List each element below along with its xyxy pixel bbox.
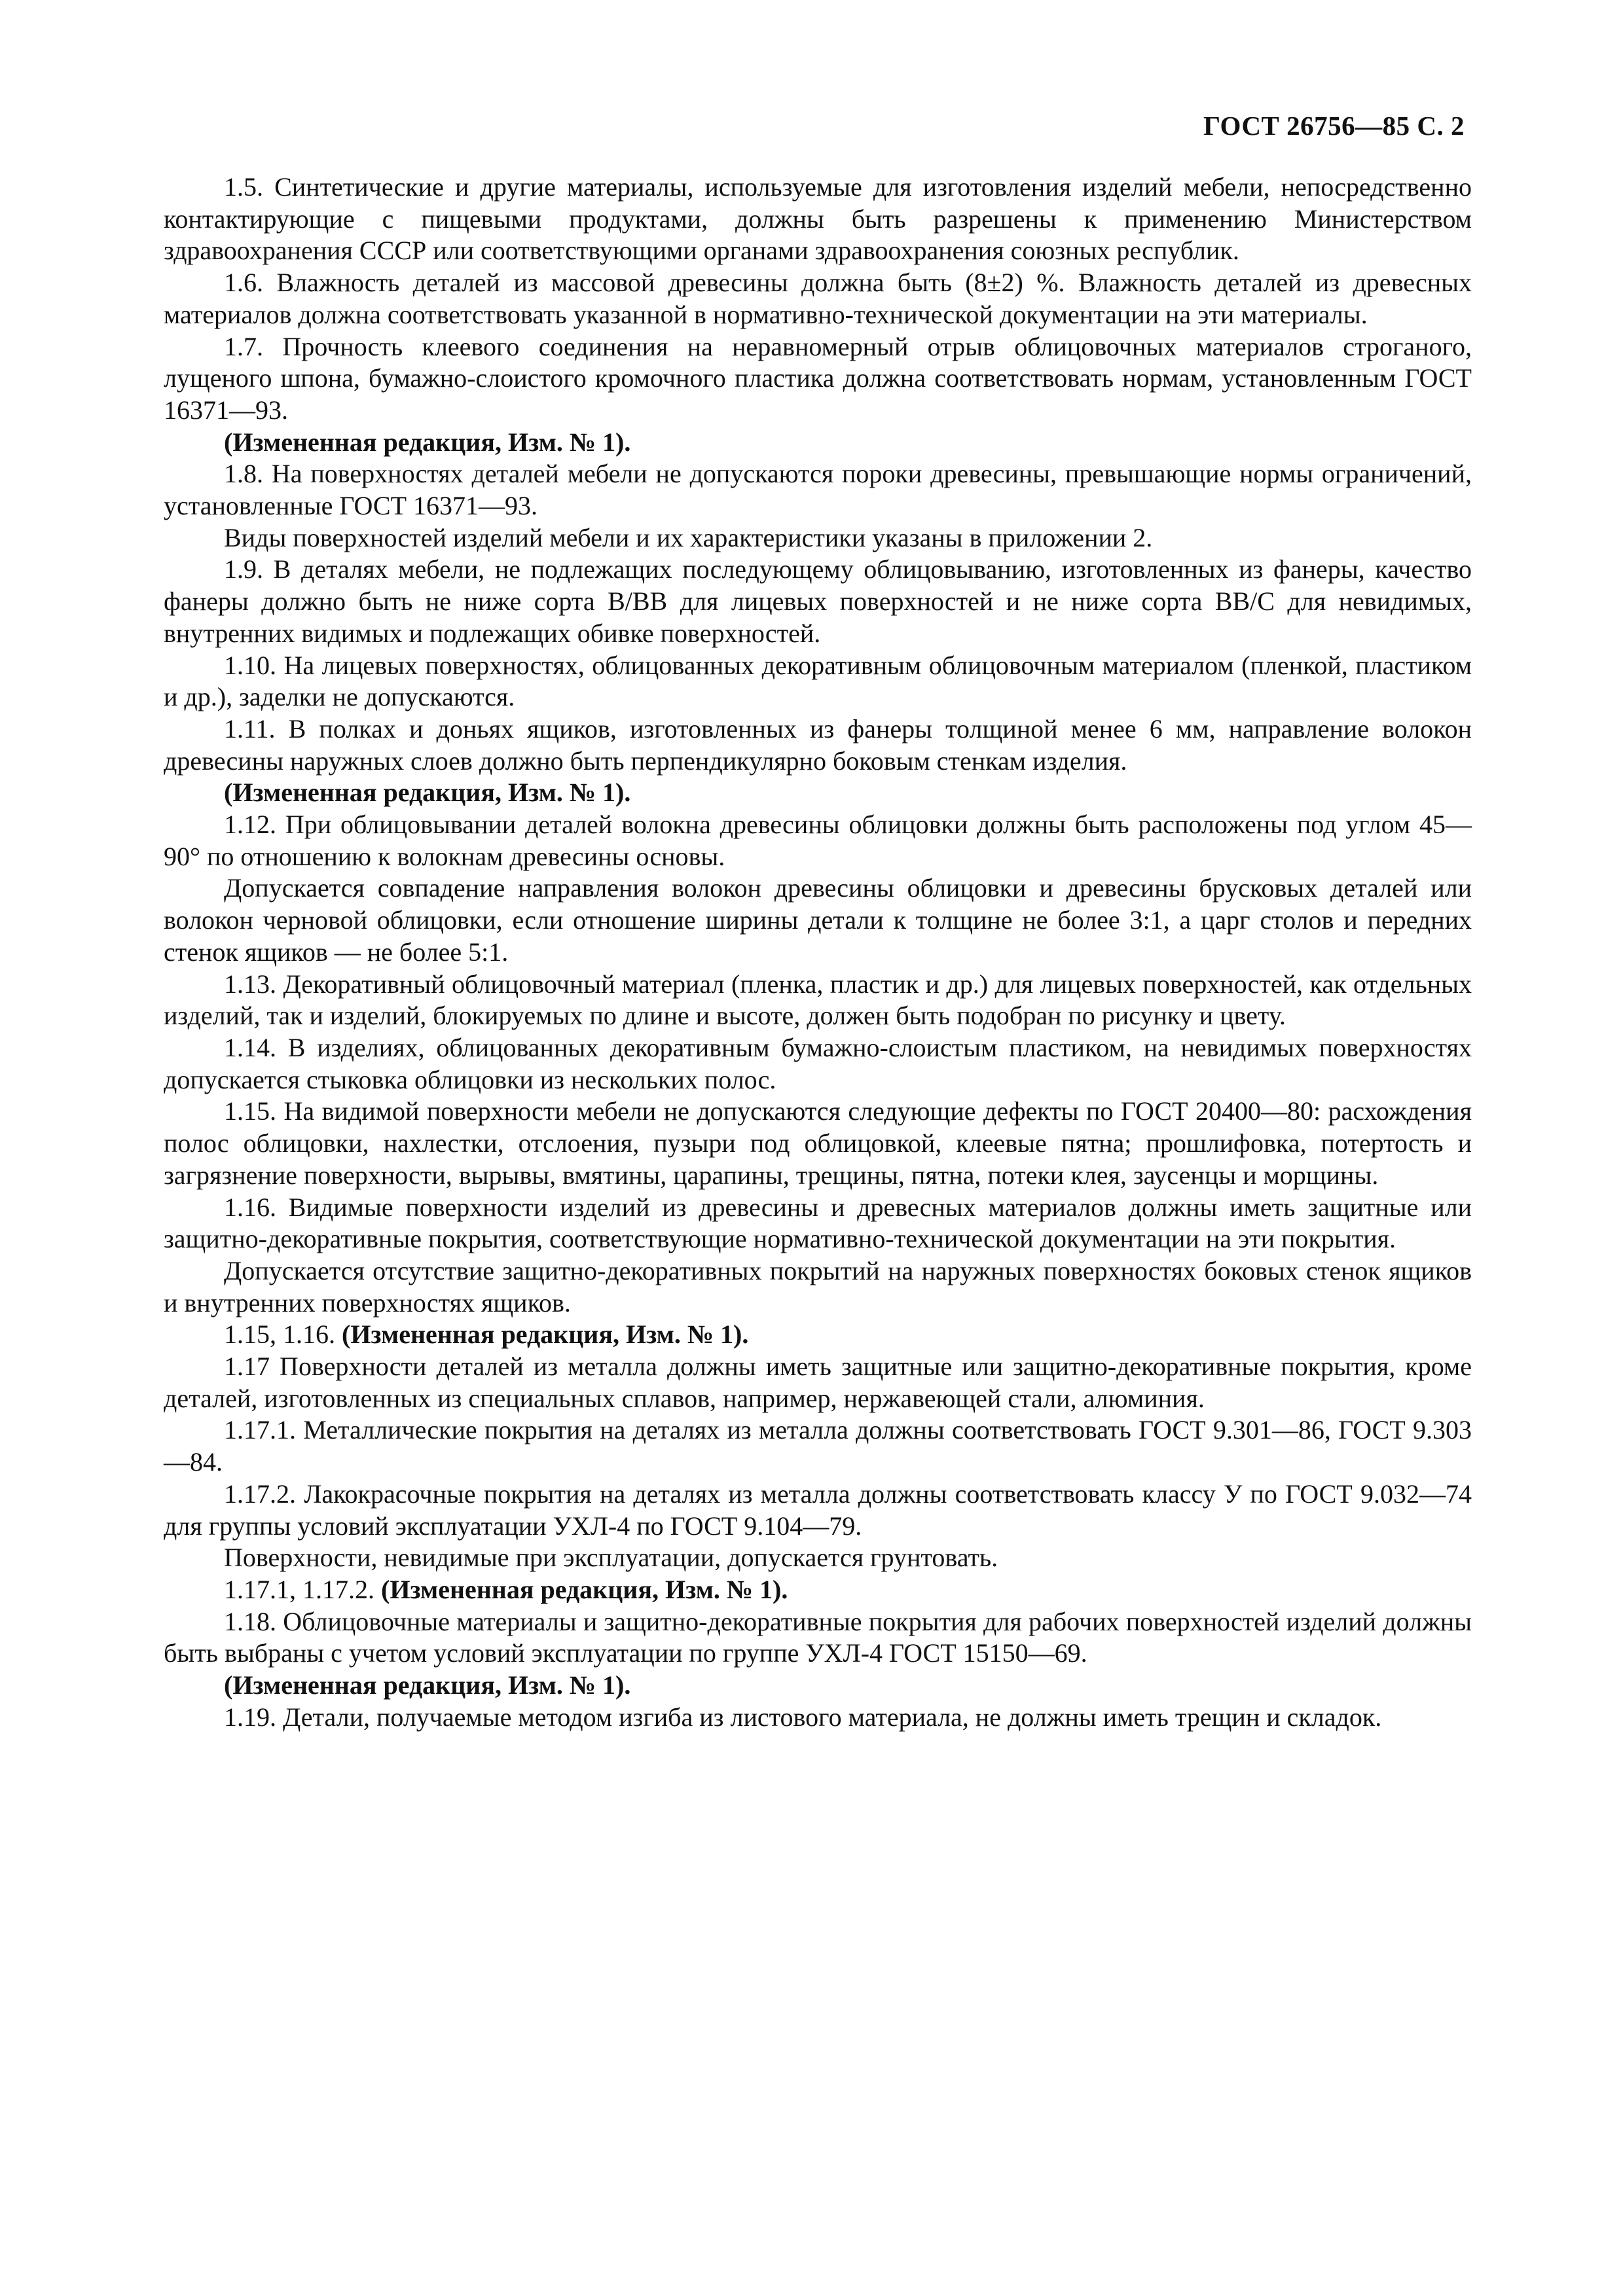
paragraph-1-6: 1.6. Влажность деталей из массовой древесины должна быть (8±2) %. Влажность деталей из древесных материалов должна соответствовать указанной в нормативно-технической документации на эти материалы. (164, 268, 1472, 329)
paragraph-1-18: 1.18. Облицовочные материалы и защитно-декоративные покрытия для рабочих поверхностей изделий должны быть выбраны с учетом условий эксплуатации по группе УХЛ-4 ГОСТ 15150—69. (164, 1606, 1472, 1668)
paragraph-1-13: 1.13. Декоративный облицовочный материал (пленка, пластик и др.) для лицевых поверхностей, как отдельных изделий, так и изделий, блокируемых по длине и высоте, должен быть подобран по рисунку и цвету. (164, 969, 1472, 1031)
amendment-note: (Измененная редакция, Изм. № 1). (224, 427, 631, 457)
paragraph-1-15: 1.15. На видимой поверхности мебели не допускаются следующие дефекты по ГОСТ 20400—80: расхождения полос облицовки, нахлестки, отслоения, пузыри под облицовкой, клеевые пятна; прошлифовка, потертость и загрязнение поверхности, вырывы, вмятины, царапины, трещины, пятна, потеки клея, заусенцы и морщины. (164, 1096, 1472, 1190)
paragraph-1-16: 1.16. Видимые поверхности изделий из древесины и древесных материалов должны иметь защитные или защитно-декоративные покрытия, соответствующие нормативно-технической документации на эти покрытия. (164, 1192, 1472, 1254)
paragraph-1-9: 1.9. В деталях мебели, не подлежащих последующему облицовыванию, изготовленных из фанеры, качество фанеры должно быть не ниже сорта В/ВВ для лицевых поверхностей и не ниже сорта ВВ/С для невидимых, внутренних видимых и подлежащих обивке поверхностей. (164, 554, 1472, 648)
amendment-note: (Измененная редакция, Изм. № 1). (342, 1319, 749, 1350)
paragraph-surface-types: Виды поверхностей изделий мебели и их характеристики указаны в приложении 2. (224, 522, 1153, 552)
paragraph-1-8: 1.8. На поверхностях деталей мебели не допускаются пороки древесины, превышающие нормы ограничений, установленные ГОСТ 16371—93. (164, 459, 1472, 521)
amendment-prefix: 1.17.1, 1.17.2. (224, 1574, 381, 1604)
paragraph-fiber-direction: Допускается совпадение направления волокон древесины облицовки и древесины брусковых деталей или волокон черновой облицовки, если отношение ширины детали к толщине не более 3:1, а царг столов и передних стенок ящиков — не более 5:1. (164, 873, 1472, 967)
paragraph-coatings-exception: Допускается отсутствие защитно-декоративных покрытий на наружных поверхностях боковых стенок ящиков и внутренних поверхностях ящиков. (164, 1255, 1472, 1318)
amendment-note: (Измененная редакция, Изм. № 1). (224, 778, 631, 808)
paragraph-1-7: 1.7. Прочность клеевого соединения на неравномерный отрыв облицовочных материалов строганого, лущеного шпона, бумажно-слоистого кромочного пластика должна соответствовать нормам, установленным ГОСТ 16371—93. (164, 331, 1472, 425)
paragraph-1-5: 1.5. Синтетические и другие материалы, используемые для изготовления изделий мебели, непосредственно контактирующие с пищевыми продуктами, должны быть разрешены к применению Министерством здравоохранения СССР или соответствующими органами здравоохранения союзных республик. (164, 172, 1472, 266)
paragraph-1-10: 1.10. На лицевых поверхностях, облицованных декоративным облицовочным материалом (пленкой, пластиком и др.), заделки не допускаются. (164, 650, 1472, 712)
document-body (164, 171, 1472, 1733)
paragraph-1-14: 1.14. В изделиях, облицованных декоративным бумажно-слоистым пластиком, на невидимых поверхностях допускается стыковка облицовки из нескольких полос. (164, 1032, 1472, 1094)
amendment-note: (Измененная редакция, Изм. № 1). (381, 1574, 788, 1604)
amendment-prefix: 1.15, 1.16. (224, 1319, 342, 1350)
paragraph-1-12: 1.12. При облицовывании деталей волокна древесины облицовки должны быть расположены под углом 45—90° по отношению к волокнам древесины основы. (164, 810, 1472, 871)
amendment-note: (Измененная редакция, Изм. № 1). (224, 1670, 631, 1700)
amendment-line (164, 1319, 1472, 1351)
paragraph-1-11: 1.11. В полках и доньях ящиков, изготовленных из фанеры толщиной менее 6 мм, направление волокон древесины наружных слоев должно быть перпендикулярно боковым стенкам изделия. (164, 713, 1472, 776)
amendment-line (164, 1574, 1472, 1606)
paragraph-1-17-2: 1.17.2. Лакокрасочные покрытия на деталях из металла должны соответствовать классу У по ГОСТ 9.032—74 для группы условий эксплуатации УХЛ-4 по ГОСТ 9.104—79. (164, 1479, 1472, 1541)
paragraph-1-17: 1.17 Поверхности деталей из металла должны иметь защитные или защитно-декоративные покрытия, кроме деталей, изготовленных из специальных сплавов, например, нержавеющей стали, алюминия. (164, 1352, 1472, 1413)
paragraph-1-17-1: 1.17.1. Металлические покрытия на деталях из металла должны соответствовать ГОСТ 9.301—86, ГОСТ 9.303—84. (164, 1415, 1472, 1477)
paragraph-1-19: 1.19. Детали, получаемые методом изгиба из листового материала, не должны иметь трещин и складок. (224, 1702, 1382, 1732)
paragraph-priming: Поверхности, невидимые при эксплуатации, допускается грунтовать. (224, 1543, 998, 1573)
page-header: ГОСТ 26756—85 С. 2 (1203, 111, 1465, 141)
